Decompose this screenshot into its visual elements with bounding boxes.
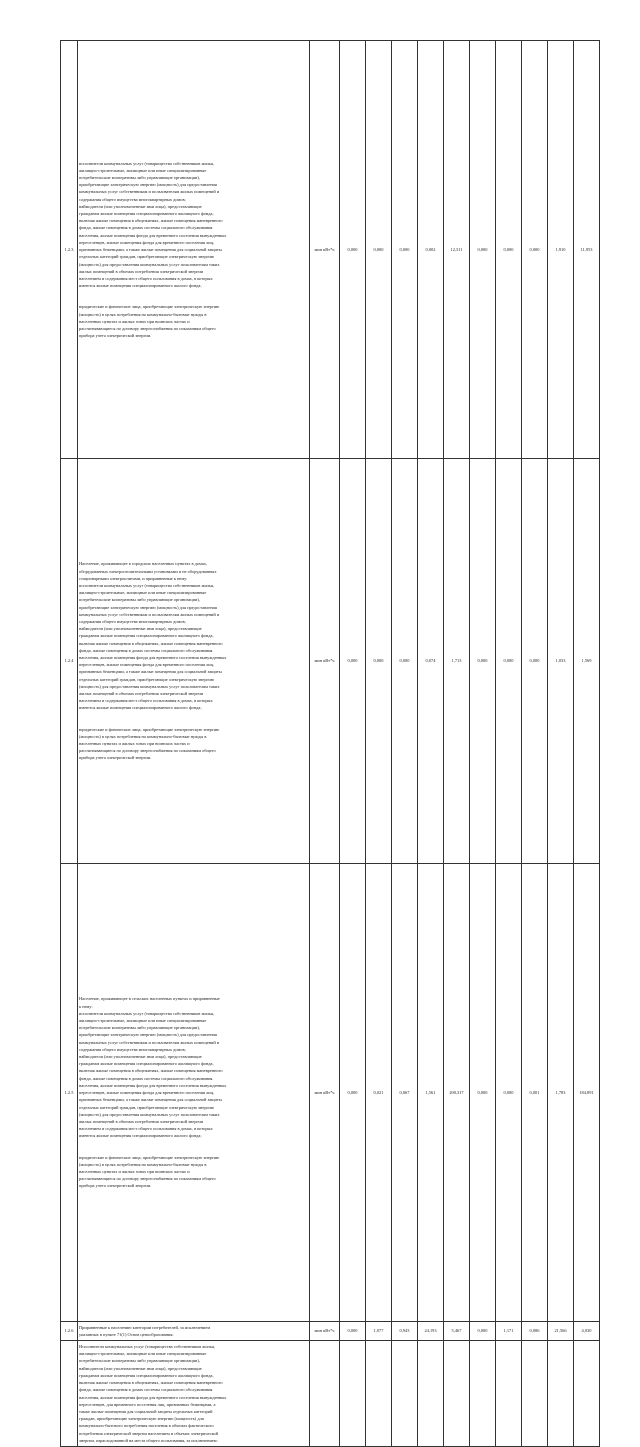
description-line: указанных в пункте 71(1) Основ ценообразования: (79, 1332, 174, 1337)
value-cell: 0,086 (522, 1322, 548, 1341)
row-number: 1.2.5 (61, 864, 78, 1322)
description-line: прибора учета электрической энергии. (79, 333, 152, 339)
table-row (61, 1341, 600, 1447)
value-cell: 1,569 (574, 459, 600, 864)
table-row (61, 1322, 600, 1341)
paragraph-gap (79, 289, 308, 296)
value-cell: 0,000 (340, 41, 366, 459)
description-line: юридические и физические лица, приобретающие электрическую энергию (79, 726, 220, 732)
description-line: потребительские кооперативы либо управляющие организации), (79, 597, 200, 603)
value-cell: 21,566 (548, 1322, 574, 1341)
value-cell: 0,001 (522, 864, 548, 1322)
value-cell: 0,000 (340, 1322, 366, 1341)
tariff-table (60, 40, 600, 1447)
value-cell: 0,000 (470, 864, 496, 1322)
table-row (61, 459, 600, 864)
value-cell: 184,891 (574, 864, 600, 1322)
description-line: приобретающие электрическую энергию (мощность) для предоставления (79, 182, 217, 188)
description-line: Население, проживающее в городских населенных пунктах в домах, (79, 561, 207, 567)
value-cell: 1,783 (548, 864, 574, 1322)
description-line: (мощность) для предоставления коммунальных услуг пользователям таких (79, 1111, 220, 1117)
value-cell: 1,077 (366, 1322, 392, 1341)
row-unit: мин кВт*ч (310, 1322, 340, 1341)
description-line: исполнители коммунальных услуг (товарищества собственников жилья, (79, 160, 215, 166)
description-line: населением и содержания мест общего пользования в домах, в которых (79, 1126, 213, 1132)
row-unit: мин кВт*ч (310, 459, 340, 864)
description-line: наймодатели (или уполномоченные ими лица), предоставляющие (79, 1365, 202, 1371)
description-line: приобретающие электрическую энергию (мощность) для предоставления (79, 604, 217, 610)
table-row (61, 864, 600, 1322)
description-line: фонда, жилые помещения в домах системы социального обслуживания (79, 647, 213, 653)
description-line: признанных беженцами, а также жилые помещения для социальной защиты (79, 1097, 222, 1103)
description-line: Население, проживающее в сельских населенных пунктах и приравненные (79, 996, 220, 1002)
description-line: (мощность) в целях потребления на коммунально-бытовые нужды в (79, 733, 207, 739)
description-line: прибора учета электрической энергии. (79, 1183, 152, 1189)
description-line: рассчитывающиеся по договору энергоснабжения по показаниям общего (79, 1176, 216, 1182)
value-cell (444, 1341, 470, 1447)
description-line: коммунальных услуг собственникам и пользователям жилых помещений и (79, 611, 220, 617)
value-cell (418, 1341, 444, 1447)
description-line: имеются жилые помещения специализированного жилого фонда; (79, 1133, 202, 1139)
description-line: оборудованных электроотопительными установками и не оборудованных (79, 568, 217, 574)
description-line: к нему: (79, 1003, 93, 1009)
description-line: (мощность) для предоставления коммунальных услуг пользователям таких (79, 261, 220, 267)
description-line: переселенцев, для временного поселения лиц, признанных беженцами, а (79, 1401, 216, 1407)
table-body (61, 41, 600, 1447)
description-line: потребительские кооперативы либо управляющие организации), (79, 175, 200, 181)
description-line: приобретающие электрическую энергию (мощность) для предоставления (79, 1032, 217, 1038)
value-cell (522, 1341, 548, 1447)
description-line: фонда, жилые помещения в домах системы социального обслуживания (79, 1387, 213, 1393)
row-description (78, 1322, 310, 1341)
value-cell: 0,000 (340, 864, 366, 1322)
description-line: жилых помещений в объемах потребления электрической энергии (79, 691, 204, 697)
row-description (78, 459, 310, 864)
description-line: населения, жилые помещения фонда для временного поселения вынужденных (79, 1394, 227, 1400)
description-line: фонда, жилые помещения в домах системы социального обслуживания (79, 225, 213, 231)
value-cell: 0,000 (522, 41, 548, 459)
description-line: жилищно-строительные, жилищные или иные специализированные (79, 590, 207, 596)
description-line: жилищно-строительные, жилищные или иные специализированные (79, 1018, 207, 1024)
row-number: 1.2.4 (61, 459, 78, 864)
value-cell: 0,021 (366, 864, 392, 1322)
description-line: Приравненные к населению категории потребителей, за исключением (79, 1324, 211, 1330)
description-line: населенных пунктах и жилых зонах при воинских частях и (79, 318, 190, 324)
description-line: прибора учета электрической энергии. (79, 755, 152, 761)
description-line: отдельных категорий граждан, приобретающие электрическую энергию (79, 1104, 214, 1110)
description-line: гражданам жилые помещения специализированного жилищного фонда, (79, 211, 214, 217)
description-line: жилищно-строительные, жилищные или иные специализированные (79, 1351, 207, 1357)
value-cell: 0,000 (496, 459, 522, 864)
value-cell (392, 1341, 418, 1447)
paragraph-gap (79, 719, 308, 726)
value-cell: 0,000 (470, 41, 496, 459)
description-line: признанных беженцами, а также жилые помещения для социальной защиты (79, 669, 222, 675)
table-row (61, 41, 600, 459)
value-cell: 1,713 (444, 459, 470, 864)
row-description (78, 41, 310, 459)
value-cell: 0,000 (392, 41, 418, 459)
description-line: Исполнители коммунальных услуг (товарищества собственников жилья, (79, 1344, 215, 1350)
row-number: 1.2.6 (61, 1322, 78, 1341)
value-cell: 12,311 (444, 41, 470, 459)
value-cell (470, 1341, 496, 1447)
description-line: гражданам жилые помещения специализированного жилищного фонда, (79, 1372, 214, 1378)
description-line: признанных беженцами, а также жилые помещения для социальной защиты (79, 247, 222, 253)
value-cell: 4,030 (574, 1322, 600, 1341)
value-cell: 24,193 (418, 1322, 444, 1341)
description-line: (мощность) в целях потребления на коммунально-бытовые нужды в (79, 311, 207, 317)
description-line: исполнители коммунальных услуг (товарищества собственников жилья, (79, 1010, 215, 1016)
description-line: содержания общего имущества многоквартирных домов; (79, 1046, 186, 1052)
description-line: рассчитывающиеся по договору энергоснабжения по показаниям общего (79, 325, 216, 331)
value-cell (310, 1341, 340, 1447)
description-line: переселенцев, жилые помещения фонда для временного поселения лиц, (79, 1090, 215, 1096)
paragraph-gap (79, 712, 308, 719)
description-line: наймодатели (или уполномоченные ими лица), предоставляющие (79, 203, 202, 209)
description-line: включая жилые помещения в общежитиях, жилые помещения маневренного (79, 640, 223, 646)
description-line: включая жилые помещения в общежитиях, жилые помещения маневренного (79, 218, 223, 224)
paragraph-gap (79, 296, 308, 303)
description-line: отдельных категорий граждан, приобретающие электрическую энергию (79, 254, 214, 260)
value-cell (340, 1341, 366, 1447)
description-line: гражданам жилые помещения специализированного жилищного фонда, (79, 633, 214, 639)
description-line: отдельных категорий граждан, приобретающие электрическую энергию (79, 676, 214, 682)
description-line: энергии, израсходованной на места общего пользования, за исключением: (79, 1437, 218, 1443)
value-cell: 0,067 (392, 864, 418, 1322)
description-line: населением и содержания мест общего пользования в домах, в которых (79, 698, 213, 704)
description-line: наймодатели (или уполномоченные ими лица), предоставляющие (79, 626, 202, 632)
value-cell: 1,561 (418, 864, 444, 1322)
value-cell: 0,000 (340, 459, 366, 864)
paragraph-gap (79, 1147, 308, 1154)
description-line: населенных пунктах и жилых зонах при воинских частях и (79, 1168, 190, 1174)
value-cell: 1,910 (548, 41, 574, 459)
description-line: коммунально-бытового потребления населения в объемах фактического (79, 1423, 214, 1429)
value-cell: 5,467 (444, 1322, 470, 1341)
description-line: наймодатели (или уполномоченные ими лица), предоставляющие (79, 1054, 202, 1060)
description-line: юридические и физические лица, приобретающие электрическую энергию (79, 1154, 220, 1160)
value-cell: 0,000 (496, 864, 522, 1322)
description-line: (мощность) для предоставления коммунальных услуг пользователям таких (79, 683, 220, 689)
value-cell: 0,000 (522, 459, 548, 864)
description-line: включая жилые помещения в общежитиях, жилые помещения маневренного (79, 1068, 223, 1074)
description-line: жилых помещений в объемах потребления электрической энергии (79, 268, 204, 274)
value-cell: 0,000 (470, 459, 496, 864)
row-number (61, 1341, 78, 1447)
description-line: стационарными электроплитами, и приравненные к нему: (79, 575, 188, 581)
description-line: населением и содержания мест общего пользования в домах, в которых (79, 275, 213, 281)
description-line: граждан, приобретающие электрическую энергию (мощность) для (79, 1416, 204, 1422)
row-number: 1.2.3 (61, 41, 78, 459)
description-line: переселенцев, жилые помещения фонда для временного поселения лиц, (79, 239, 215, 245)
row-description (78, 1341, 310, 1447)
description-line: коммунальных услуг собственникам и пользователям жилых помещений и (79, 1039, 220, 1045)
description-line: имеются жилые помещения специализированного жилого фонда; (79, 705, 202, 711)
description-line: потребительские кооперативы либо управляющие организации), (79, 1358, 200, 1364)
paragraph-gap (79, 1140, 308, 1147)
description-line: включая жилые помещения в общежитиях, жилые помещения маневренного (79, 1380, 223, 1386)
value-cell (496, 1341, 522, 1447)
description-line: содержания общего имущества многоквартирных домов; (79, 618, 186, 624)
value-cell: 0,002 (418, 41, 444, 459)
value-cell (366, 1341, 392, 1447)
row-description (78, 864, 310, 1322)
row-unit: мин кВт*ч (310, 864, 340, 1322)
description-line: потребительские кооперативы либо управляющие организации), (79, 1025, 200, 1031)
description-line: населения, жилые помещения фонда для временного поселения вынужденных (79, 232, 227, 238)
value-cell: 1,033 (548, 459, 574, 864)
value-cell: 0,000 (366, 459, 392, 864)
value-cell: 0,000 (392, 459, 418, 864)
description-line: жилищно-строительные, жилищные или иные специализированные (79, 167, 207, 173)
description-line: населения, жилые помещения фонда для временного поселения вынужденных (79, 1082, 227, 1088)
description-line: рассчитывающиеся по договору энергоснабжения по показаниям общего (79, 748, 216, 754)
description-line: также жилые помещения для социальной защиты отдельных категорий (79, 1408, 213, 1414)
description-line: жилых помещений в объемах потребления электрической энергии (79, 1118, 204, 1124)
description-line: (мощность) в целях потребления на коммунально-бытовые нужды в (79, 1161, 207, 1167)
value-cell (574, 1341, 600, 1447)
value-cell: 0,074 (418, 459, 444, 864)
description-line: коммунальных услуг собственникам и пользователям жилых помещений и (79, 189, 220, 195)
value-cell: 0,000 (470, 1322, 496, 1341)
value-cell: 0,000 (366, 41, 392, 459)
description-line: переселенцев, жилые помещения фонда для временного поселения лиц, (79, 662, 215, 668)
row-unit: мин кВт*ч (310, 41, 340, 459)
value-cell: 0,943 (392, 1322, 418, 1341)
description-line: населенных пунктах и жилых зонах при воинских частях и (79, 741, 190, 747)
description-line: населения, жилые помещения фонда для временного поселения вынужденных (79, 655, 227, 660)
description-line: исполнители коммунальных услуг (товарищества собственников жилья, (79, 582, 215, 588)
description-line: потребления электрической энергии населением и объемах электрической (79, 1430, 219, 1436)
value-cell: 0,000 (496, 41, 522, 459)
value-cell: 200,317 (444, 864, 470, 1322)
value-cell (548, 1341, 574, 1447)
description-line: юридические и физические лица, приобретающие электрическую энергию (79, 304, 220, 310)
description-line: содержания общего имущества многоквартирных домов; (79, 196, 186, 202)
description-line: фонда, жилые помещения в домах системы социального обслуживания (79, 1075, 213, 1081)
description-line: имеются жилые помещения специализированного жилого фонда; (79, 283, 202, 289)
value-cell: 1,171 (496, 1322, 522, 1341)
description-line: гражданам жилые помещения специализированного жилищного фонда, (79, 1061, 214, 1067)
value-cell: 11,953 (574, 41, 600, 459)
